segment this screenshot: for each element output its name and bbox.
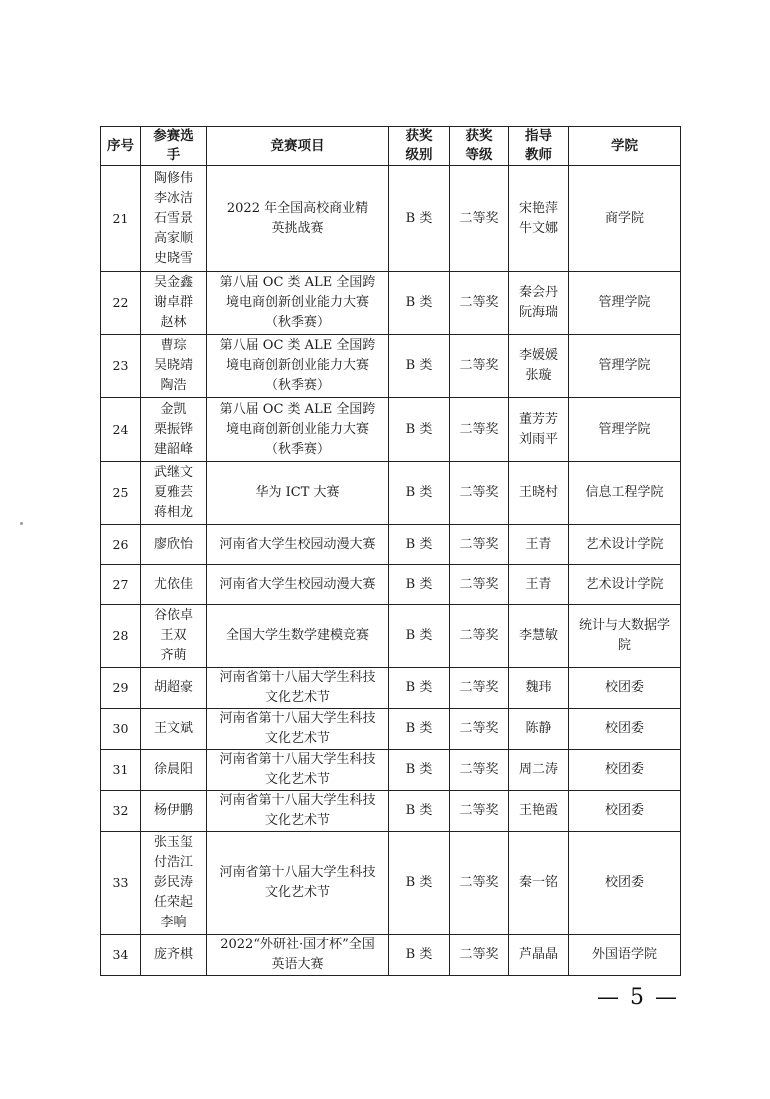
cell-students-line: 史晓雪 [153, 250, 193, 266]
table-header-row [101, 127, 681, 166]
cell-grade: 二等奖 [450, 791, 509, 832]
cell-teacher [509, 935, 569, 976]
cell-teacher [509, 709, 569, 750]
cell-level: B 类 [389, 525, 450, 565]
cell-students-line: 吴金鑫 [153, 275, 193, 290]
cell-college: 校团委 [569, 832, 681, 935]
cell-grade: 二等奖 [450, 462, 509, 525]
cell-students-line: 建韶峰 [153, 441, 193, 457]
cell-teacher-line: 刘雨平 [518, 431, 558, 447]
cell-students-line: 谢卓群 [153, 295, 193, 310]
cell-teacher-line: 陈静 [525, 721, 552, 736]
cell-college: 信息工程学院 [569, 462, 681, 525]
table-row [101, 832, 681, 935]
cell-students-line: 徐晨阳 [153, 762, 193, 777]
cell-teacher-line: 李媛媛 [518, 348, 558, 363]
cell-level: B 类 [389, 335, 450, 398]
cell-teacher-line: 牛文娜 [518, 220, 558, 236]
cell-students-line: 陶修伟 [153, 170, 193, 186]
cell-index: 25 [101, 462, 141, 525]
cell-students-line: 吴晓靖 [153, 358, 193, 373]
cell-grade: 二等奖 [450, 272, 509, 335]
table-row [101, 750, 681, 791]
cell-teacher-line: 宋艳萍 [518, 200, 558, 216]
cell-project: 河南省第十八届大学生科技文化艺术节 [207, 791, 389, 832]
cell-college: 统计与大数据学院 [569, 605, 681, 668]
cell-students-line: 李冰洁 [153, 190, 193, 206]
header-level: 获奖级别 [389, 127, 450, 166]
cell-students [141, 668, 207, 709]
cell-grade: 二等奖 [450, 525, 509, 565]
table-row [101, 525, 681, 565]
cell-students-line: 曹琮 [160, 338, 187, 353]
cell-students-line: 庞齐棋 [153, 947, 193, 962]
cell-level: B 类 [389, 832, 450, 935]
cell-grade: 二等奖 [450, 935, 509, 976]
cell-teacher [509, 462, 569, 525]
cell-students [141, 525, 207, 565]
cell-teacher [509, 166, 569, 272]
cell-students-line: 杨伊鹏 [153, 803, 193, 818]
cell-level: B 类 [389, 750, 450, 791]
cell-teacher [509, 272, 569, 335]
table-row [101, 791, 681, 832]
cell-college: 校团委 [569, 668, 681, 709]
cell-students-line: 付浩江 [153, 855, 193, 870]
cell-students [141, 166, 207, 272]
cell-students-line: 张玉玺 [153, 835, 193, 850]
cell-grade: 二等奖 [450, 750, 509, 791]
cell-grade: 二等奖 [450, 605, 509, 668]
cell-grade: 二等奖 [450, 832, 509, 935]
cell-project: 华为 ICT 大赛 [207, 462, 389, 525]
cell-project: 2022“外研社·国才杯”全国英语大赛 [207, 935, 389, 976]
cell-index: 23 [101, 335, 141, 398]
cell-index: 27 [101, 565, 141, 605]
cell-students [141, 398, 207, 462]
page-number: — 5 — [597, 985, 679, 1010]
table-body [101, 166, 681, 976]
cell-index: 26 [101, 525, 141, 565]
cell-teacher [509, 335, 569, 398]
cell-teacher-line: 秦会丹 [518, 285, 558, 300]
cell-students-line: 尤依佳 [153, 576, 193, 592]
table-row [101, 668, 681, 709]
header-college: 学院 [569, 127, 681, 166]
cell-index: 32 [101, 791, 141, 832]
cell-level: B 类 [389, 791, 450, 832]
cell-students-line: 王双 [160, 628, 187, 643]
cell-index: 33 [101, 832, 141, 935]
cell-teacher-line: 张璇 [525, 368, 552, 383]
cell-college: 艺术设计学院 [569, 525, 681, 565]
cell-teacher [509, 750, 569, 791]
cell-college: 外国语学院 [569, 935, 681, 976]
cell-level: B 类 [389, 398, 450, 462]
cell-project: 全国大学生数学建模竞赛 [207, 605, 389, 668]
cell-grade: 二等奖 [450, 668, 509, 709]
cell-students [141, 709, 207, 750]
cell-teacher [509, 668, 569, 709]
cell-teacher-line: 王青 [525, 576, 552, 592]
cell-college: 校团委 [569, 709, 681, 750]
cell-college: 管理学院 [569, 272, 681, 335]
cell-teacher-line: 李慧敏 [518, 628, 558, 643]
cell-project: 河南省第十八届大学生科技文化艺术节 [207, 832, 389, 935]
cell-level: B 类 [389, 605, 450, 668]
cell-college: 艺术设计学院 [569, 565, 681, 605]
table-row [101, 166, 681, 272]
cell-grade: 二等奖 [450, 335, 509, 398]
cell-grade: 二等奖 [450, 398, 509, 462]
cell-index: 24 [101, 398, 141, 462]
cell-level: B 类 [389, 935, 450, 976]
cell-students-line: 廖欣怡 [153, 536, 193, 552]
cell-index: 31 [101, 750, 141, 791]
cell-level: B 类 [389, 166, 450, 272]
cell-students [141, 335, 207, 398]
cell-students-line: 陶浩 [160, 378, 187, 393]
awards-table [100, 126, 681, 976]
cell-project: 河南省第十八届大学生科技文化艺术节 [207, 750, 389, 791]
cell-project: 河南省第十八届大学生科技文化艺术节 [207, 709, 389, 750]
cell-teacher [509, 832, 569, 935]
cell-college: 校团委 [569, 791, 681, 832]
header-students: 参赛选手 [141, 127, 207, 166]
cell-students-line: 任荣起 [153, 895, 193, 910]
cell-index: 30 [101, 709, 141, 750]
table-row [101, 709, 681, 750]
cell-students [141, 832, 207, 935]
cell-teacher [509, 565, 569, 605]
cell-index: 21 [101, 166, 141, 272]
cell-project: 第八届 OC 类 ALE 全国跨境电商创新创业能力大赛（秋季赛） [207, 398, 389, 462]
cell-students [141, 791, 207, 832]
cell-students-line: 王文斌 [153, 721, 193, 736]
cell-students-line: 高家顺 [153, 230, 193, 246]
cell-students-line: 蒋相龙 [153, 505, 193, 520]
table-row [101, 565, 681, 605]
cell-teacher-line: 董芳芳 [518, 411, 558, 427]
cell-index: 22 [101, 272, 141, 335]
cell-teacher [509, 791, 569, 832]
cell-teacher-line: 王青 [525, 536, 552, 552]
cell-level: B 类 [389, 709, 450, 750]
cell-students-line: 谷依卓 [153, 608, 193, 623]
cell-college: 商学院 [569, 166, 681, 272]
cell-students-line: 栗振铧 [153, 421, 193, 437]
cell-teacher-line: 阮海瑞 [518, 305, 558, 320]
header-grade: 获奖等级 [450, 127, 509, 166]
header-teacher: 指导教师 [509, 127, 569, 166]
cell-students-line: 武继文 [153, 465, 193, 480]
cell-teacher [509, 525, 569, 565]
cell-students-line: 胡超豪 [153, 680, 193, 695]
cell-grade: 二等奖 [450, 565, 509, 605]
table-row [101, 462, 681, 525]
cell-students-line: 金凯 [160, 401, 187, 417]
cell-level: B 类 [389, 272, 450, 335]
scan-artifact [20, 522, 23, 525]
cell-students-line: 李响 [160, 915, 187, 930]
cell-students-line: 齐萌 [160, 648, 187, 663]
cell-project: 河南省大学生校园动漫大赛 [207, 525, 389, 565]
cell-teacher [509, 605, 569, 668]
cell-level: B 类 [389, 668, 450, 709]
table-row [101, 935, 681, 976]
header-index: 序号 [101, 127, 141, 166]
table-row [101, 605, 681, 668]
cell-students [141, 605, 207, 668]
cell-students-line: 赵林 [160, 315, 187, 330]
cell-teacher-line: 王艳霞 [518, 803, 558, 818]
cell-students [141, 565, 207, 605]
table-row [101, 398, 681, 462]
cell-teacher-line: 秦一铭 [518, 875, 558, 890]
cell-index: 29 [101, 668, 141, 709]
cell-grade: 二等奖 [450, 709, 509, 750]
cell-students-line: 夏雅芸 [153, 485, 193, 500]
cell-students [141, 935, 207, 976]
table-row [101, 335, 681, 398]
cell-project: 河南省大学生校园动漫大赛 [207, 565, 389, 605]
cell-grade: 二等奖 [450, 166, 509, 272]
cell-students-line: 彭民涛 [153, 875, 193, 890]
cell-project: 2022 年全国高校商业精英挑战赛 [207, 166, 389, 272]
cell-index: 28 [101, 605, 141, 668]
cell-teacher-line: 王晓村 [518, 485, 558, 500]
cell-project: 第八届 OC 类 ALE 全国跨境电商创新创业能力大赛（秋季赛） [207, 335, 389, 398]
cell-index: 34 [101, 935, 141, 976]
header-project: 竞赛项目 [207, 127, 389, 166]
cell-level: B 类 [389, 462, 450, 525]
cell-students [141, 272, 207, 335]
cell-project: 第八届 OC 类 ALE 全国跨境电商创新创业能力大赛（秋季赛） [207, 272, 389, 335]
cell-students [141, 750, 207, 791]
cell-project: 河南省第十八届大学生科技文化艺术节 [207, 668, 389, 709]
cell-students-line: 石雪景 [153, 210, 193, 226]
cell-college: 管理学院 [569, 398, 681, 462]
cell-level: B 类 [389, 565, 450, 605]
cell-students [141, 462, 207, 525]
cell-college: 管理学院 [569, 335, 681, 398]
cell-teacher-line: 周二涛 [518, 762, 558, 777]
cell-teacher [509, 398, 569, 462]
cell-college: 校团委 [569, 750, 681, 791]
cell-teacher-line: 魏玮 [525, 680, 552, 695]
table-row [101, 272, 681, 335]
cell-teacher-line: 芦晶晶 [518, 947, 558, 962]
